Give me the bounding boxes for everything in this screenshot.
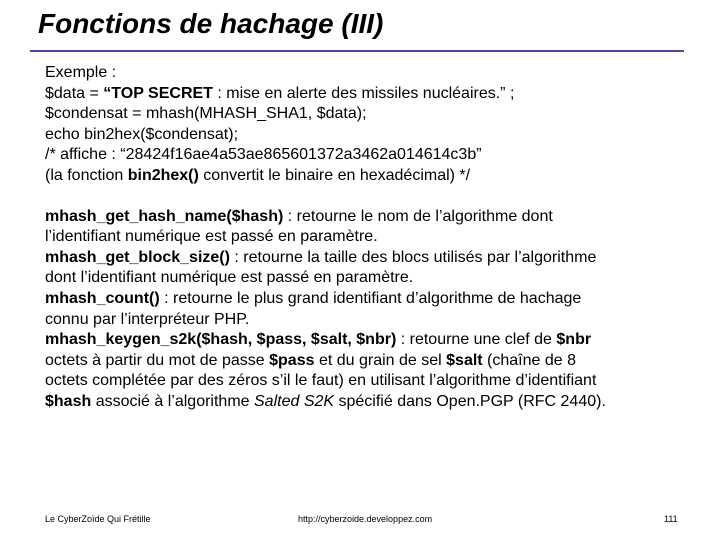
desc-text: et du grain de sel (314, 351, 447, 369)
function-description-cont (45, 392, 685, 413)
function-description-cont: l’identifiant numérique est passé en paramètre. (45, 228, 378, 246)
code-text: MHASH_SHA1, $data); (199, 105, 367, 123)
code-function: bin2hex() (127, 166, 199, 184)
function-description: : retourne le nom de l’algorithme dont (283, 207, 553, 225)
code-text: convertit le binaire en hexadécimal) */ (198, 166, 471, 184)
title-underline (30, 50, 684, 52)
function-item-count (45, 289, 685, 310)
example-line-data (45, 84, 685, 105)
param-nbr: $nbr (556, 331, 592, 349)
algorithm-name: Salted S2K (254, 392, 335, 410)
footer-author: Le CyberZoïde Qui Frétille (45, 514, 151, 524)
function-name: mhash_get_block_size() (45, 248, 230, 266)
code-text: $condensat = (45, 105, 146, 123)
example-line-echo: echo bin2hex($condensat); (45, 125, 239, 143)
slide-content (45, 63, 685, 413)
paragraph-gap (45, 187, 685, 207)
function-description-cont: dont l’identifiant numérique est passé en paramètre. (45, 269, 414, 287)
function-name: mhash_keygen_s2k($hash, $pass, $salt, $nbr) (45, 331, 397, 349)
function-description-cont (45, 351, 685, 372)
function-name: mhash_count() (45, 289, 160, 307)
footer-url[interactable]: http://cyberzoide.developpez.com (298, 514, 433, 524)
code-function: mhash( (145, 105, 200, 123)
desc-text: (chaîne de 8 (482, 351, 577, 369)
function-item-keygen-s2k (45, 330, 685, 351)
param-salt: $salt (446, 351, 483, 369)
desc-text: octets à partir du mot de passe (45, 351, 270, 369)
desc-text: associé à l’algorithme (91, 392, 254, 410)
example-line-condensat (45, 104, 685, 125)
param-pass: $pass (269, 351, 315, 369)
example-line-comment: /* affiche : “28424f16ae4a53ae865601372a3462a014614c3b” (45, 146, 482, 164)
example-heading: Exemple : (45, 64, 117, 81)
code-text: $data = (45, 84, 104, 102)
function-description-cont: octets complétée par des zéros s’il le faut) en utilisant l’algorithme d’identifiant (45, 372, 597, 390)
function-description: : retourne une clef de (396, 331, 557, 349)
slide-title: Fonctions de hachage (III) (38, 8, 384, 39)
code-text: : mise en alerte des missiles nucléaires.” ; (212, 84, 515, 102)
function-description: : retourne le plus grand identifiant d’algorithme de hachage (159, 289, 582, 307)
function-name: mhash_get_hash_name($hash) (45, 207, 284, 225)
code-text: (la fonction (45, 166, 128, 184)
code-string: “TOP SECRET (103, 84, 213, 102)
page-number: 111 (664, 514, 678, 524)
function-description-cont: connu par l’interpréteur PHP. (45, 310, 250, 328)
example-line-note (45, 166, 685, 187)
function-description: : retourne la taille des blocs utilisés par l’algorithme (229, 248, 597, 266)
function-item-get-block-size (45, 248, 685, 269)
desc-text: spécifié dans Open.PGP (RFC 2440). (334, 392, 606, 410)
function-item-get-hash-name (45, 207, 685, 228)
param-hash: $hash (45, 392, 92, 410)
